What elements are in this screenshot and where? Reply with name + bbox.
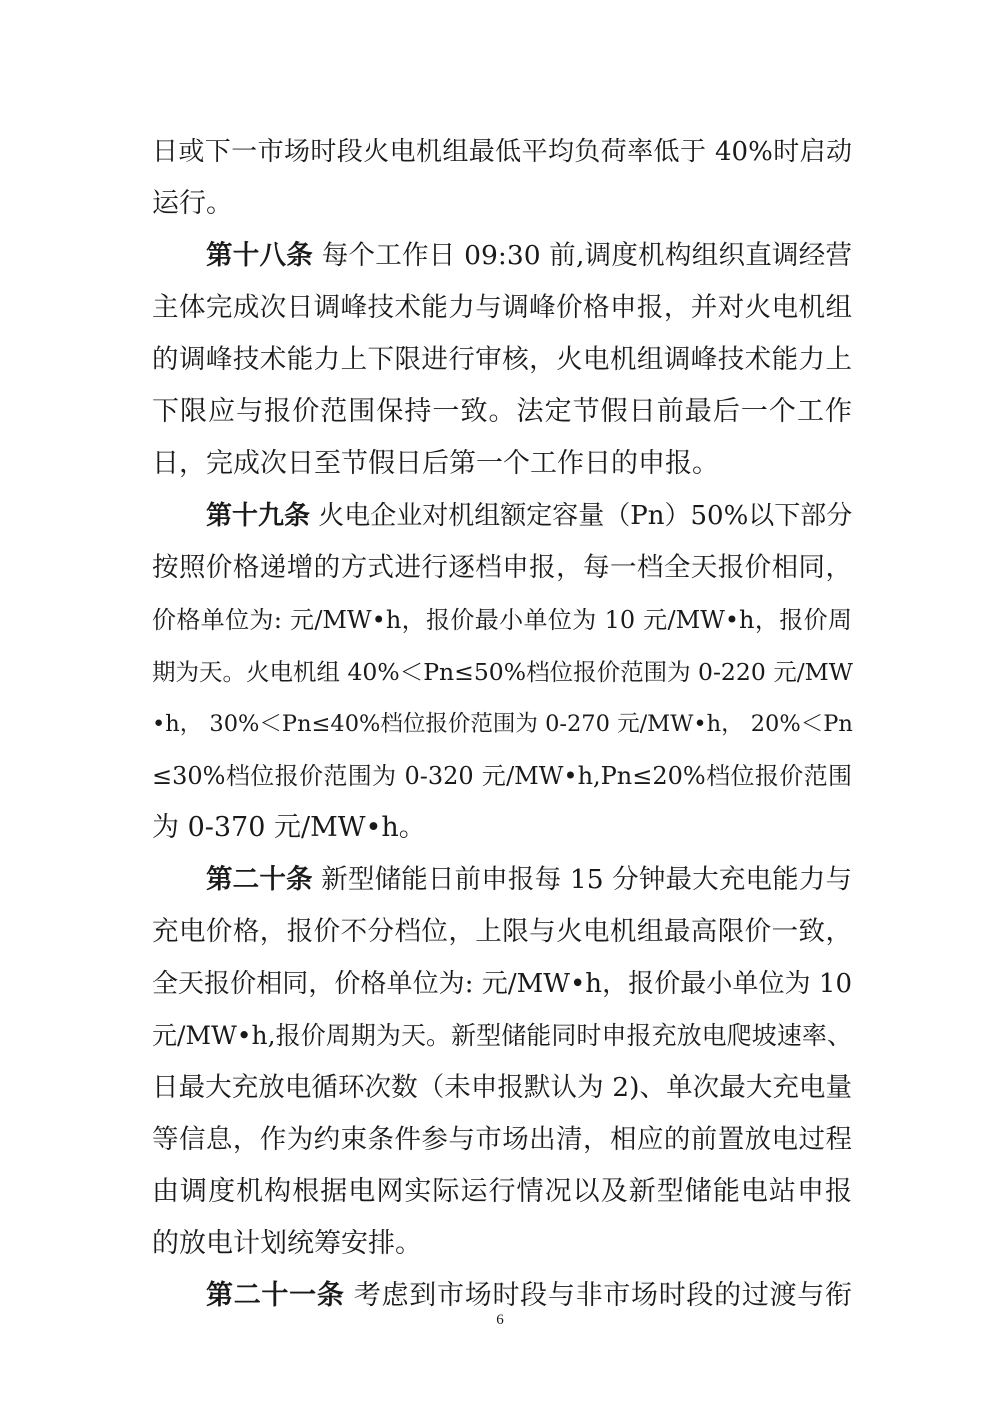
- text-line: [152, 1018, 852, 1054]
- line-text: 的调峰技术能力上下限进行审核，火电机组调峰技术能力上: [152, 344, 852, 375]
- line-text: 火电企业对机组额定容量（Pn）50%以下部分: [310, 501, 853, 531]
- line-text: 价格单位为: 元/MW•h，报价最小单位为 10 元/MW•h，报价周: [152, 606, 852, 634]
- text-line: [152, 290, 852, 326]
- article-20-first-line: [206, 862, 852, 898]
- article-heading: 第二十一条: [206, 1280, 345, 1311]
- text-line: [152, 602, 852, 638]
- line-text: 日或下一市场时段火电机组最低平均负荷率低于 40%时启动: [152, 137, 852, 167]
- article-18-first-line: [206, 238, 852, 274]
- article-heading: 第十九条: [206, 501, 311, 531]
- line-text: 期为天。火电机组 40%＜Pn≤50%档位报价范围为 0-220 元/MW: [152, 658, 853, 686]
- text-line: [152, 134, 852, 170]
- text-line: [152, 706, 852, 742]
- text-line: [152, 1122, 852, 1158]
- article-heading: 第十八条: [206, 240, 314, 271]
- line-text: ≤30%档位报价范围为 0-320 元/MW•h,Pn≤20%档位报价范围: [152, 762, 852, 790]
- text-line: [152, 914, 852, 950]
- line-text: 的放电计划统筹安排。: [152, 1228, 422, 1259]
- text-line: [152, 810, 852, 846]
- line-text: 日最大充放电循环次数（未申报默认为 2)、单次最大充电量: [152, 1072, 852, 1103]
- line-text: 等信息，作为约束条件参与市场出清，相应的前置放电过程: [152, 1124, 852, 1155]
- text-line: [152, 1226, 852, 1262]
- line-text: 全天报价相同，价格单位为: 元/MW•h，报价最小单位为 10: [152, 969, 852, 999]
- line-text: 运行。: [152, 188, 233, 219]
- line-text: 元/MW•h,报价周期为天。新型储能同时申报充放电爬坡速率、: [152, 1021, 852, 1050]
- article-heading: 第二十条: [206, 864, 313, 895]
- page-number: 6: [496, 1312, 504, 1328]
- article-19-first-line: [206, 498, 852, 534]
- line-text: 每个工作日 09:30 前,调度机构组织直调经营: [313, 240, 852, 271]
- line-text: 由调度机构根据电网实际运行情况以及新型储能电站申报: [152, 1176, 852, 1207]
- article-21-first-line: [206, 1278, 852, 1314]
- line-text: 按照价格递增的方式进行逐档申报，每一档全天报价相同，: [152, 552, 852, 583]
- text-line: [152, 654, 852, 690]
- text-line: [152, 394, 852, 430]
- text-line: [152, 342, 852, 378]
- text-line: [152, 966, 852, 1002]
- line-text: 主体完成次日调峰技术能力与调峰价格申报，并对火电机组: [152, 292, 852, 323]
- line-text: •h， 30%＜Pn≤40%档位报价范围为 0-270 元/MW•h， 20%＜Pn: [152, 711, 853, 737]
- line-text: 日，完成次日至节假日后第一个工作日的申报。: [152, 448, 719, 479]
- text-line: [152, 1070, 852, 1106]
- line-text: 为 0-370 元/MW•h。: [152, 812, 426, 843]
- line-text: 下限应与报价范围保持一致。法定节假日前最后一个工作: [152, 396, 852, 427]
- line-text: 充电价格，报价不分档位，上限与火电机组最高限价一致，: [152, 916, 852, 947]
- text-line: [152, 186, 852, 222]
- text-line: [152, 550, 852, 586]
- text-line: [152, 446, 852, 482]
- line-text: 考虑到市场时段与非市场时段的过渡与衔: [344, 1280, 852, 1311]
- line-text: 新型储能日前申报每 15 分钟最大充电能力与: [312, 864, 852, 895]
- text-line: [152, 758, 852, 794]
- text-line: [152, 1174, 852, 1210]
